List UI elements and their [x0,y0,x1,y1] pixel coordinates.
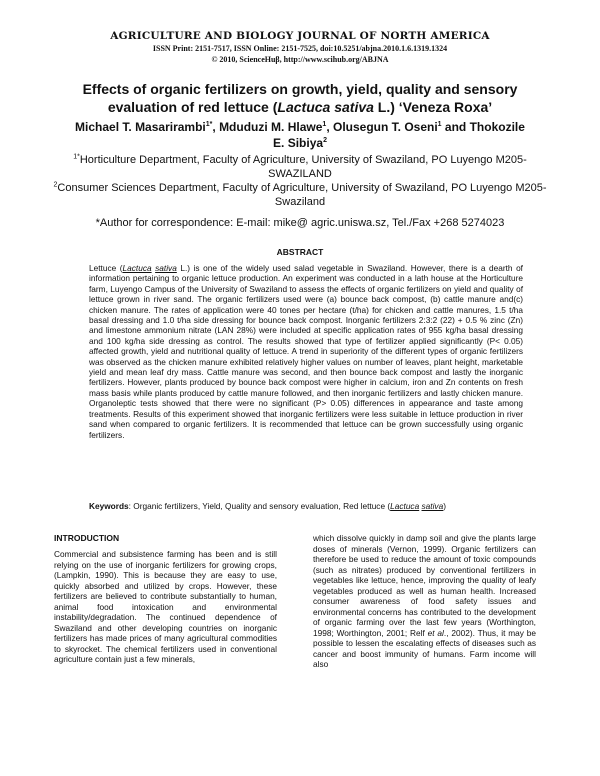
author-name: Michael T. Masarirambi [75,120,206,134]
affiliation-1 [50,154,550,181]
abstract-body: L.) is one of the widely used salad vegetable in Swaziland. However, there is a dearth of information pertaining to organic lettuce production. An experiment was conducted in a lath house at the Horticulture farm, Luyengo Campus of the University of Swaziland to assess the effects of organic fertilizers on yield and quality of lettuce grown in river sand. The organic fertilizers used were (a) bounce back compost, (b) cattle manure and(c) chicken manure. The rates of application were 40 tones per hectare (t/ha) for chicken and cattle manures, 1.5 t/ha basal dressing and 1.0 t/ha side dressing for bounce back compost. Inorganic fertilizers 2:3:2 (22) + 0.5 % zinc (Zn) and limestone ammonium nitrate (LAN 28%) were included at specific application rates of 955 kg/ha basal dressing and 100 kg/ha side dressing as control. The results showed that type of fertilizer applied significantly (P< 0.05) affected growth, yield and nutritional quality of lettuce. A trend in superiority of the different types of organic fertilizers was observed as the chicken manure exhibited relatively higher values on number of leaves, plant height, marketable yield and mean leaf dry mass. Cattle manure was second, and then bounce back compost and lastly the inorganic fertilizers. However, plants produced by bounce back compost were higher in calcium, iron and Zn contents on fresh mass basis while plants produced by cattle manure followed, and then inorganic fertilizers and lastly chicken manure. Organoleptic tests showed that there were no significant (P> 0.05) differences in appearance and taste among treatments. Results of this experiment showed that inorganic fertilizers were less suitable in lettuce production in river sand when compared to organic fertilizers. It is recommended that lettuce can be grown successfully using organic fertilizers. [89,263,523,440]
genus-name: Lactuca [122,263,152,273]
title-text-1: Effects of organic fertilizers on growth, yield, quality and sensory evaluation of red lettuce ( [82,81,518,115]
introduction-left-column: Commercial and subsistence farming has been and is still relying on the use of inorganic fertilizers for growing crops, (Lampkin, 1990). This is because they are easy to use, quickly absorbed and utilized by crops. However, these fertilizers are believed to contribute substantially to human, animal food intoxication and environmental instability/degradation. The continued dependence of Swaziland and other developing countries on inorganic fertilizers has made prices of many agricultural commodities to skyrocket. The chemical fertilizers used in conventional agriculture contain just a few minerals, [54,549,277,664]
keywords-label: Keywords [89,501,129,511]
journal-title: AGRICULTURE AND BIOLOGY JOURNAL OF NORTH AMERICA [110,30,490,42]
keywords-text: : Organic fertilizers, Yield, Quality and sensory evaluation, Red lettuce ( [128,501,391,511]
species-name: sativa [155,263,177,273]
intro-right-text-a: which dissolve quickly in damp soil and give the plants large doses of minerals (Vernon, 1999). Organic fertilizers can therefore be used to reduce the amount of toxic compounds (such as nitrates) produced by conventional fertilizers in vegetables like lettuce, hence, improving the quality of leafy vegetables produced as well as human health. Increased consumer awareness of food safety issues and environmental concerns has contributed to the development of organic farming over the last few years (Worthington, 1998; Worthington, 2001; Relf [313,533,536,638]
et-al: et al [427,627,444,638]
author-separator: , [326,120,333,134]
abstract-text [89,263,523,440]
title-species: Lactuca sativa [277,99,374,115]
genus-name: Lactuca [390,501,420,511]
affiliation-2 [50,182,550,209]
affiliation-mark: 2 [53,181,58,189]
affiliation-mark: 1* [73,153,80,161]
author-mark: 1* [205,121,213,128]
correspondence-line: *Author for correspondence: E-mail: mike@ agric.uniswa.sz, Tel./Fax +268 5274023 [95,217,505,229]
keywords-end: ) [443,501,446,511]
abstract-heading: ABSTRACT [276,247,324,257]
author-name: Thokozile E. Sibiya [273,120,525,150]
author-name: Olusegun T. Oseni [332,120,438,134]
affiliation-text: Horticulture Department, Faculty of Agriculture, University of Swaziland, PO Luyengo M205-SWAZILAND [79,154,527,180]
author-mark: 1 [322,121,327,128]
introduction-heading: INTRODUCTION [54,533,120,543]
species-name: sativa [421,501,444,511]
title-text-2: L.) ‘Veneza Roxa’ [373,99,493,115]
author-list [70,119,530,151]
author-separator: , [212,120,220,134]
intro-right-text-b: ., 2002). Thus, it may be possible to lessen the escalating effects of diseases such as cancer and boost immunity of humans. Farm income will also [313,627,537,669]
copyright-line: © 2010, ScienceHuβ, http://www.scihub.org/ABJNA [211,55,389,64]
affiliation-text: Consumer Sciences Department, Faculty of Agriculture, University of Swaziland, PO Luyengo M205-Swaziland [57,182,547,208]
introduction-right-column [313,533,536,670]
author-mark: 2 [323,137,327,144]
abstract-start: Lettuce ( [89,263,123,273]
author-mark: 1 [437,121,442,128]
author-separator: and [441,120,470,134]
issn-line: ISSN Print: 2151-7517, ISSN Online: 2151-7525, doi:10.5251/abjna.2010.1.6.1319.1324 [152,44,448,53]
keywords [89,501,523,511]
article-title [60,80,540,116]
author-name: Mduduzi M. Hlawe [219,120,323,134]
